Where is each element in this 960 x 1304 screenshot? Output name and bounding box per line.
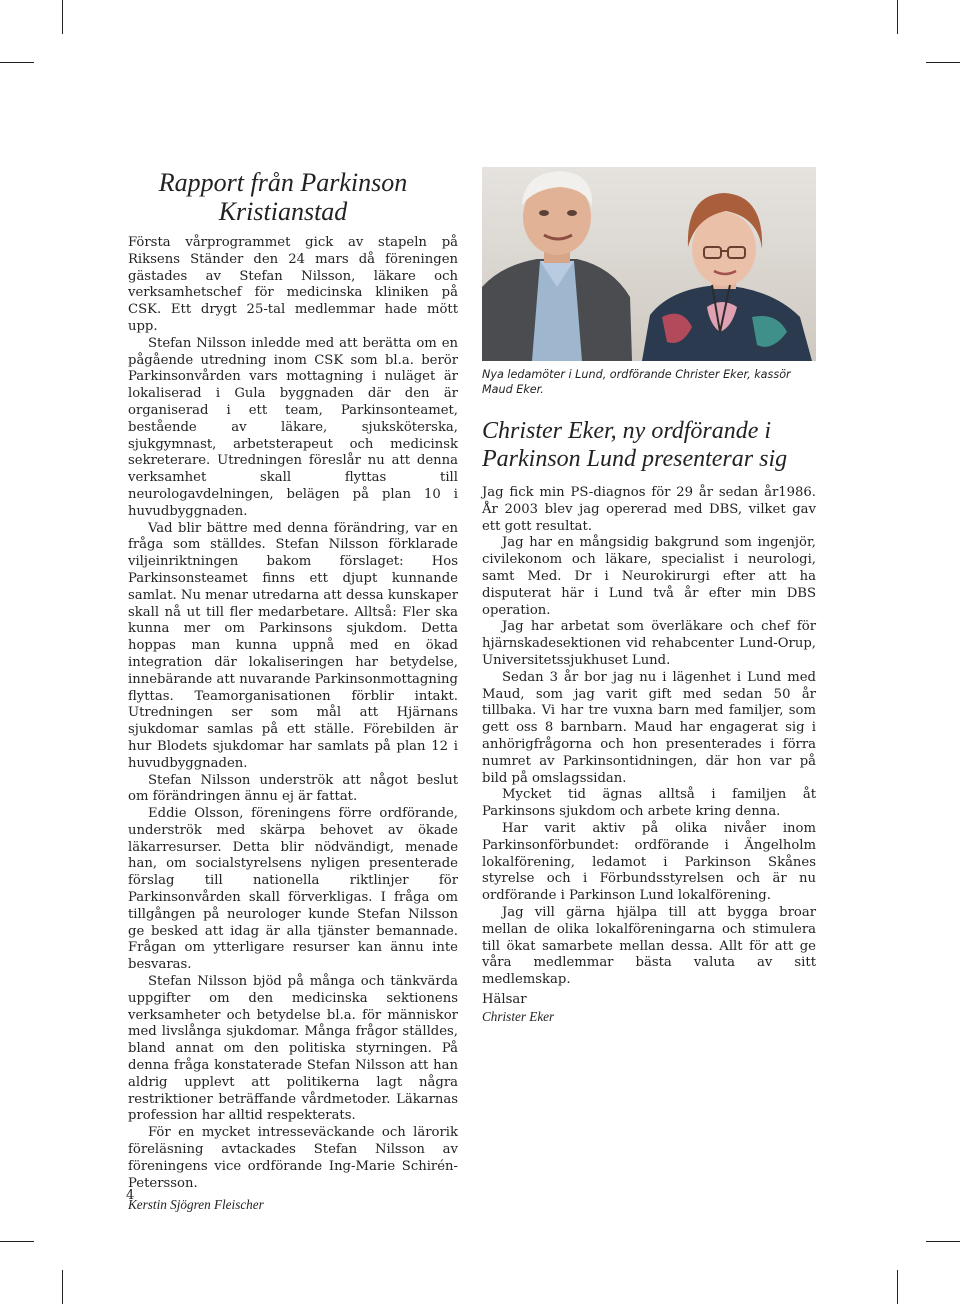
crop-mark [62, 0, 63, 34]
crop-mark [926, 1241, 960, 1242]
right-article-body [482, 485, 816, 1026]
portrait-illustration [482, 167, 816, 361]
paragraph: Jag vill gärna hjälpa till att bygga broar mellan de olika lokalföreningarna och stimulera till ökat samarbete mellan dessa. Allt för att ge våra medlemmar bästa valuta av sitt medlemskap. [482, 904, 816, 988]
paragraph: Första vårprogrammet gick av stapeln på Riksens Ständer den 24 mars då föreningen gästades av Stefan Nilsson, läkare och verksamhetschef för medicinska kliniken på CSK. Ett drygt 25-tal medlemmar hade mött upp. [128, 235, 458, 334]
crop-mark [0, 1241, 34, 1242]
crop-mark [897, 0, 898, 34]
crop-mark [926, 62, 960, 63]
paragraph: Stefan Nilsson underströk att något beslut om förändringen ännu ej är fattat. [128, 772, 458, 805]
portrait-photo [482, 167, 816, 361]
paragraph: Jag fick min PS-diagnos för 29 år sedan år1986. År 2003 blev jag opererad med DBS, vilket gav ett gott resultat. [482, 485, 816, 534]
crop-mark [62, 1270, 63, 1304]
paragraph: Stefan Nilsson inledde med att berätta om en pågående utredning inom CSK som bl.a. berör Parkinsonvården vars mottagning i nuläget är lokaliserad i Gula byggnaden där den är organiserad i ett team, Parkinsonteamet, bestående av läkare, sjuksköterska, sjukgymnast, arbetsterapeut och medicinsk sekreterare. Utredningen föreslår nu att denna verksamhet skall flyttas till neurologavdelningen, belägen på plan 10 i huvudbyggnaden. [128, 335, 458, 519]
paragraph: Jag har arbetat som överläkare och chef för hjärnskadesektionen vid rehabcenter Lund-Orup, Universitetssjukhuset Lund. [482, 619, 816, 668]
left-article-title: Rapport från Parkinson Kristianstad [158, 168, 408, 226]
paragraph: Stefan Nilsson bjöd på många och tänkvärda uppgifter om den medicinska sektionens verksamheter och betydelse bl.a. för människor med livslånga sjukdomar. Många frågor ställdes, bland annat om den politiska styrningen. På denna fråga konstaterade Stefan Nilsson att han aldrig upplevt att politikerna lagt några restriktioner beträffande vårdmetoder. Läkarnas profession har alltid respekterats. [128, 974, 458, 1124]
paragraph: Eddie Olsson, föreningens förre ordförande, underströk med skärpa behovet av ökade läkarresurser. Detta blir nödvändigt, menade han, om socialstyrelsens nyligen presenterade förslag till nationella riktlinjer för Parkinsonvården skall förverkligas. I fråga om tillgången på neurologer kunde Stefan Nilsson ge besked att idag är alla tjänster bemannade. Frågan om ytterligare resurser kan ännu inte besvaras. [128, 806, 458, 973]
crop-mark [0, 62, 34, 63]
left-article-body [128, 235, 458, 1214]
left-article [128, 168, 458, 1214]
right-article-signature: Christer Eker [482, 1008, 555, 1024]
right-article [482, 167, 816, 1026]
paragraph: Har varit aktiv på olika nivåer inom Parkinsonförbundet: ordförande i Ängelholm lokalförening, ledamot i Parkinson Skånes styrelse och i Förbundsstyrelsen och är nu ordförande i Parkinson Lund lokalförening. [482, 820, 816, 904]
paragraph: Sedan 3 år bor jag nu i lägenhet i Lund med Maud, som jag varit gift med sedan 50 år tillbaka. Vi har tre vuxna barn med familjer, som gett oss 8 barnbarn. Maud har engagerat sig i anhörigfrågorna och hon presenterades i förra numret av Parkinsontidningen, där hon var på bild på omslagssidan. [482, 669, 816, 786]
closing: Hälsar [482, 991, 527, 1007]
paragraph: Vad blir bättre med denna förändring, var en fråga som ställdes. Stefan Nilsson förklarade viljeinriktningen bakom förslaget: Hos Parkinsonsteamet finns ett djupt kunnande samlat. Nu menar utredarna att dessa kunskaper skall nå ut till fler medarbetare. Alltså: Fler ska kunna mer om Parkinsons sjukdom. Detta hoppas man kunna uppnå med en ökad integration där lokaliseringen har betydelse, innebärande att nuvarande Parkinsonmottagning flyttas. Teamorganisationen förblir intakt. Utredningen ser som mål att Hjärnans sjukdomar samlas på ett ställe. Förebilden är hur Blodets sjukdomar har samlats på plan 12 i huvudbyggnaden. [128, 520, 458, 771]
paragraph: Mycket tid ägnas alltså i familjen åt Parkinsons sjukdom och arbete kring denna. [482, 787, 816, 820]
left-article-signature: Kerstin Sjögren Fleischer [128, 1197, 264, 1213]
paragraph: Jag har en mångsidig bakgrund som ingenjör, civilekonom och läkare, specialist i neurologi, samt Med. Dr i Neurokirurgi efter att ha disputerat här i Lund två år efter min DBS operation. [482, 535, 816, 618]
right-article-title: Christer Eker, ny ordförande i Parkinson Lund presenterar sig [482, 418, 788, 472]
page-number: 4 [126, 1188, 135, 1203]
crop-mark [897, 1270, 898, 1304]
paragraph: För en mycket intresseväckande och lärorik föreläsning avtackades Stefan Nilsson av föreningens vice ordförande Ing-Marie Schirén-Petersson. [128, 1125, 458, 1191]
photo-caption: Nya ledamöter i Lund, ordförande Christer Eker, kassör Maud Eker. [482, 368, 791, 396]
